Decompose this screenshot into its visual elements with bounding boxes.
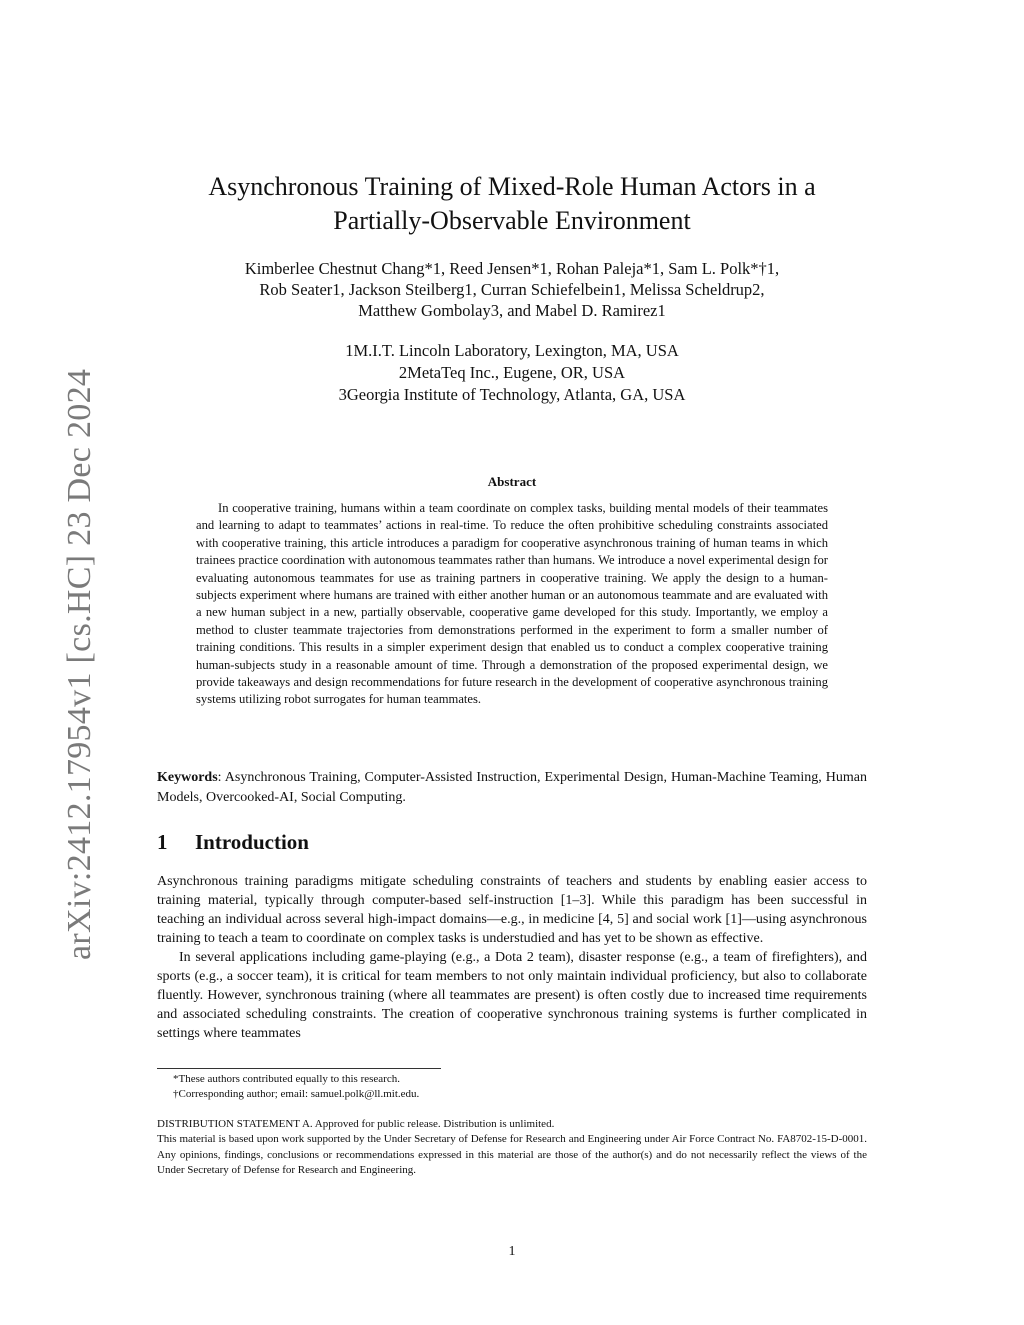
title-line-1: Asynchronous Training of Mixed-Role Human Actors in a bbox=[208, 172, 816, 201]
intro-paragraph-2: In several applications including game-playing (e.g., a Dota 2 team), disaster response (e.g., a team of firefighters), and sports (e.g., a soccer team), it is critical for team members to not only maintain individual proficiency, but also to collaborate fluently. However, synchronous training (where all teammates are present) is often costly due to increased time requirements and associated scheduling constraints. The creation of cooperative synchronous training systems is further complicated in settings where teammates bbox=[157, 950, 867, 1041]
introduction-body bbox=[157, 872, 867, 1043]
distribution-line: DISTRIBUTION STATEMENT A. Approved for public release. Distribution is unlimited. bbox=[157, 1118, 555, 1130]
title-line-2: Partially-Observable Environment bbox=[333, 206, 691, 235]
footnote-corresponding-author: †Corresponding author; email: samuel.polk@ll.mit.edu. bbox=[173, 1088, 420, 1100]
author-list bbox=[150, 258, 874, 321]
section-number: 1 bbox=[157, 830, 168, 854]
authors-line-1: Kimberlee Chestnut Chang*1, Reed Jensen*1, Rohan Paleja*1, Sam L. Polk*†1, bbox=[244, 259, 780, 278]
affiliation-3: 3Georgia Institute of Technology, Atlanta, GA, USA bbox=[338, 385, 686, 404]
footnote-rule bbox=[157, 1068, 441, 1069]
intro-paragraph-1: Asynchronous training paradigms mitigate scheduling constraints of teachers and students by enabling easier access to training material, typically through computer-based self-instruction [1–3]. While this paradigm has been successful in teaching an individual across several high-impact domains—e.g., in medicine [4, 5] and social work [1]—using asynchronous training to teach a team to coordinate on complex tasks is understudied and has yet to be shown as effective. bbox=[157, 874, 867, 946]
footnote-equal-contribution: *These authors contributed equally to this research. bbox=[173, 1073, 400, 1085]
section-heading bbox=[157, 830, 309, 855]
keywords bbox=[157, 768, 867, 807]
abstract-heading: Abstract bbox=[487, 474, 537, 489]
distribution-statement bbox=[157, 1117, 867, 1178]
section-title: Introduction bbox=[195, 830, 309, 854]
authors-line-2: Rob Seater1, Jackson Steilberg1, Curran Schiefelbein1, Melissa Scheldrup2, bbox=[259, 280, 765, 299]
arxiv-identifier: arXiv:2412.17954v1 [cs.HC] 23 Dec 2024 bbox=[61, 368, 98, 960]
affiliations bbox=[150, 340, 874, 406]
funding-statement: This material is based upon work supported by the Under Secretary of Defense for Research and Engineering under Air Force Contract No. FA8702-15-D-0001. Any opinions, findings, conclusions or recommendations expressed in this material are those of the author(s) and do not necessarily reflect the views of the Under Secretary of Defense for Research and Engineering. bbox=[157, 1133, 867, 1176]
affiliation-2: 2MetaTeq Inc., Eugene, OR, USA bbox=[398, 363, 626, 382]
abstract-text: In cooperative training, humans within a team coordinate on complex tasks, building mental models of their teammates and learning to adapt to teammates’ actions in real-time. To reduce the often prohibitive scheduling constraints associated with cooperative training, this article introduces a paradigm for cooperative asynchronous training of human teams in which trainees practice coordination with autonomous teammates rather than humans. We introduce a novel experimental design for evaluating autonomous teammates for use as training partners in cooperative training. We apply the design to a human-subjects experiment where humans are trained with either another human or an autonomous teammate and are evaluated with a new human subject in a new, partially observable, cooperative game developed for this study. Importantly, we employ a method to cluster teammate trajectories from demonstrations performed in the experiment to form a smaller number of training conditions. This results in a simpler experiment design that enabled us to conduct a complex cooperative training human-subjects study in a reasonable amount of time. Through a demonstration of the proposed experimental design, we provide takeaways and design recommendations for future research in the development of cooperative asynchronous training systems utilizing robot surrogates for human teammates. bbox=[196, 501, 828, 707]
affiliation-1: 1M.I.T. Lincoln Laboratory, Lexington, MA, USA bbox=[345, 341, 679, 360]
authors-line-3: Matthew Gombolay3, and Mabel D. Ramirez1 bbox=[358, 301, 666, 320]
page-number: 1 bbox=[508, 1244, 516, 1259]
footnotes bbox=[157, 1072, 867, 1102]
keywords-text: : Asynchronous Training, Computer-Assisted Instruction, Experimental Design, Human-Machine Teaming, Human Models, Overcooked-AI, Social Computing. bbox=[157, 770, 867, 805]
keywords-label: Keywords bbox=[157, 770, 218, 785]
paper-title bbox=[150, 170, 874, 238]
